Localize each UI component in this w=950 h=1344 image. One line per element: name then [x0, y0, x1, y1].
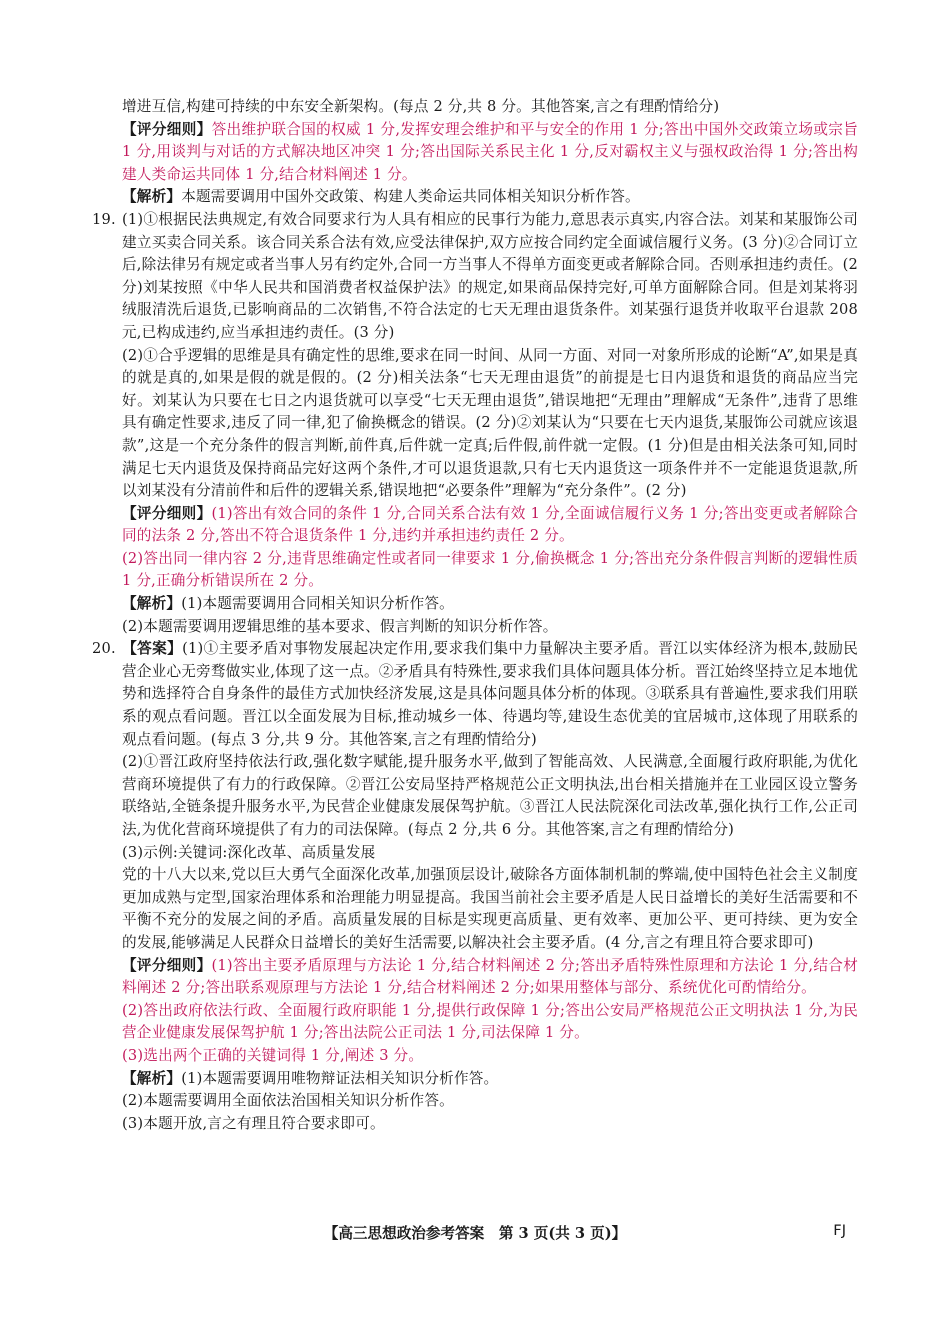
paragraph-l13 [92, 864, 858, 954]
paragraph-text: (1)本题需要调用唯物辩证法相关知识分析作答。 [181, 1069, 499, 1087]
section-tag: 【评分细则】 [122, 956, 212, 974]
paragraph-text: (1)答出主要矛盾原理与方法论 1 分,结合材料阐述 2 分;答出矛盾特殊性原理和方法论 1 分,结合材料阐述 2 分;答出联系观原理与方法论 1 分,结合材料阐述 2 分;如果用整体与部分、系统优化可酌情给分。 [122, 956, 858, 997]
paragraph-text: 本题需要调用中国外交政策、构建人类命运共同体相关知识分析作答。 [181, 188, 640, 206]
paragraph-l12 [92, 842, 858, 865]
paragraph-text: (3)本题开放,言之有理且符合要求即可。 [122, 1114, 385, 1132]
paragraph-text: 党的十八大以来,党以巨大勇气全面深化改革,加强顶层设计,破除各方面体制机制的弊端,使中国特色社会主义制度更加成熟与定型,国家治理体系和治理能力明显提高。我国当前社会主要矛盾是人民日益增长的美好生活需要和不平衡不充分的发展之间的矛盾。高质量发展的目标是实现更高质量、更有效率、更加公平、更可持续、更为安全的发展,能够满足人民群众日益增长的美好生活需要,以解决社会主要矛盾。(4 分,言之有理且符合要求即可) [122, 866, 858, 951]
paragraph-text: (1)本题需要调用合同相关知识分析作答。 [181, 595, 454, 613]
paragraph-l5 [92, 345, 858, 503]
section-tag: 【解析】 [122, 595, 182, 613]
paragraph-text: (3)选出两个正确的关键词得 1 分,阐述 3 分。 [122, 1046, 424, 1064]
question-number: 19. [92, 210, 116, 228]
section-tag: 【评分细则】 [122, 504, 212, 522]
paragraph-l18 [92, 1090, 858, 1113]
answer-content [92, 96, 858, 1135]
paragraph-l6 [92, 503, 858, 548]
paragraph-text: (2)本题需要调用全面依法治国相关知识分析作答。 [122, 1092, 454, 1110]
paragraph-l2 [92, 119, 858, 187]
paragraph-l8 [92, 593, 858, 616]
section-tag: 【答案】 [122, 640, 183, 658]
paragraph-text: 答出维护联合国的权威 1 分,发挥安理会维护和平与安全的作用 1 分;答出中国外交政策立场或宗旨 1 分,用谈判与对话的方式解决地区冲突 1 分;答出国际关系民主化 1 分,反对霸权主义与强权政治得 1 分;答出构建人类命运共同体 1 分,结合材料阐述 1 分。 [122, 120, 858, 183]
page-footer [0, 1222, 950, 1246]
paragraph-l19 [92, 1113, 858, 1136]
paragraph-l1 [92, 96, 858, 119]
paragraph-l11 [92, 751, 858, 841]
paragraph-text: (1)答出有效合同的条件 1 分,合同关系合法有效 1 分,全面诚信履行义务 1 分;答出变更或者解除合同的法条 2 分,答出不符合退货条件 1 分,违约并承担违约责任 2 分。 [122, 504, 858, 545]
paragraph-text: (2)①合乎逻辑的思维是具有确定性的思维,要求在同一时间、从同一方面、对同一对象所形成的论断“A”,如果是真的就是真的,如果是假的就是假的。(2 分)相关法条“七天无理由退货”的前提是七日内退货和退货的商品应当完好。刘某认为只要在七日之内退货就可以享受“七天无理由退货”,错误地把“无理由”理解成“无条件”,违背了思维具有确定性要求,违反了同一律,犯了偷换概念的错误。(2 分)②刘某认为“只要在七天内退货,某服饰公司就应该退款”,这是一个充分条件的假言判断,前件真,后件就一定真;后件假,前件就一定假。(1 分)但是由相关法条可知,同时满足七天内退货及保持商品完好这两个条件,才可以退货退款,只有七天内退货这一项条件并不一定能退货退款,所以刘某没有分清前件和后件的逻辑关系,错误地把“必要条件”理解为“充分条件”。(2 分) [122, 346, 858, 500]
paragraph-l4 [92, 209, 858, 345]
paragraph-text: (3)示例:关键词:深化改革、高质量发展 [122, 843, 376, 861]
footer-region-code: FJ [833, 1222, 846, 1239]
section-tag: 【评分细则】 [122, 120, 212, 138]
paragraph-text: 增进互信,构建可持续的中东安全新架构。(每点 2 分,共 8 分。其他答案,言之有理酌情给分) [122, 98, 720, 115]
section-tag: 【解析】 [122, 188, 182, 206]
paragraph-text: (1)①根据民法典规定,有效合同要求行为人具有相应的民事行为能力,意思表示真实,内容合法。刘某和某服饰公司建立买卖合同关系。该合同关系合法有效,应受法律保护,双方应按合同约定全面诚信履行义务。(3 分)②合同订立后,除法律另有规定或者当事人另有约定外,合同一方当事人不得单方面变更或者解除合同。否则承担违约责任。(2 分)刘某按照《中华人民共和国消费者权益保护法》的规定,如果商品保持完好,可单方面解除合同。但是刘某将羽绒服清洗后退货,已影响商品的二次销售,不符合法定的七天无理由退货条件。刘某强行退货并收取平台退款 208 元,已构成违约,应当承担违约责任。(3 分) [122, 210, 858, 341]
question-number: 20. [92, 640, 116, 658]
paragraph-l3 [92, 186, 858, 209]
paragraph-l9 [92, 616, 858, 639]
paragraph-text: (2)本题需要调用逻辑思维的基本要求、假言判断的知识分析作答。 [122, 617, 558, 635]
paragraph-l16 [92, 1045, 858, 1068]
paragraph-l7 [92, 548, 858, 593]
paragraph-l17 [92, 1068, 858, 1091]
paragraph-l15 [92, 1000, 858, 1045]
paragraph-text: (1)①主要矛盾对事物发展起决定作用,要求我们集中力量解决主要矛盾。晋江以实体经济为根本,鼓励民营企业心无旁骛做实业,体现了这一点。②矛盾具有特殊性,要求我们具体问题具体分析。晋江始终坚持立足本地优势和选择符合自身条件的最佳方式加快经济发展,这是具体问题具体分析的体现。③联系具有普遍性,要求我们用联系的观点看问题。晋江以全面发展为目标,推动城乡一体、待遇均等,建设生态优美的宜居城市,这体现了用联系的观点看问题。(每点 3 分,共 9 分。其他答案,言之有理酌情给分) [122, 640, 858, 748]
paragraph-l14 [92, 955, 858, 1000]
paragraph-text: (2)答出同一律内容 2 分,违背思维确定性或者同一律要求 1 分,偷换概念 1 分;答出充分条件假言判断的逻辑性质 1 分,正确分析错误所在 2 分。 [122, 549, 858, 590]
section-tag: 【解析】 [122, 1069, 182, 1087]
paragraph-l10 [92, 638, 858, 751]
paragraph-text: (2)答出政府依法行政、全面履行政府职能 1 分,提供行政保障 1 分;答出公安局严格规范公正文明执法 1 分,为民营企业健康发展保驾护航 1 分;答出法院公正司法 1 分,司法保障 1 分。 [122, 1001, 858, 1042]
paragraph-text: (2)①晋江政府坚持依法行政,强化数字赋能,提升服务水平,做到了智能高效、人民满意,全面履行政府职能,为优化营商环境提供了有力的行政保障。②晋江公安局坚持严格规范公正文明执法,出台相关措施并在工业园区设立警务联络站,全链条提升服务水平,为民营企业健康发展保驾护航。③晋江人民法院深化司法改革,强化执行工作,公正司法,为优化营商环境提供了有力的司法保障。(每点 2 分,共 6 分。其他答案,言之有理酌情给分) [122, 753, 858, 838]
footer-page-info: 【高三思想政治参考答案 第 3 页(共 3 页)】 [323, 1225, 627, 1242]
